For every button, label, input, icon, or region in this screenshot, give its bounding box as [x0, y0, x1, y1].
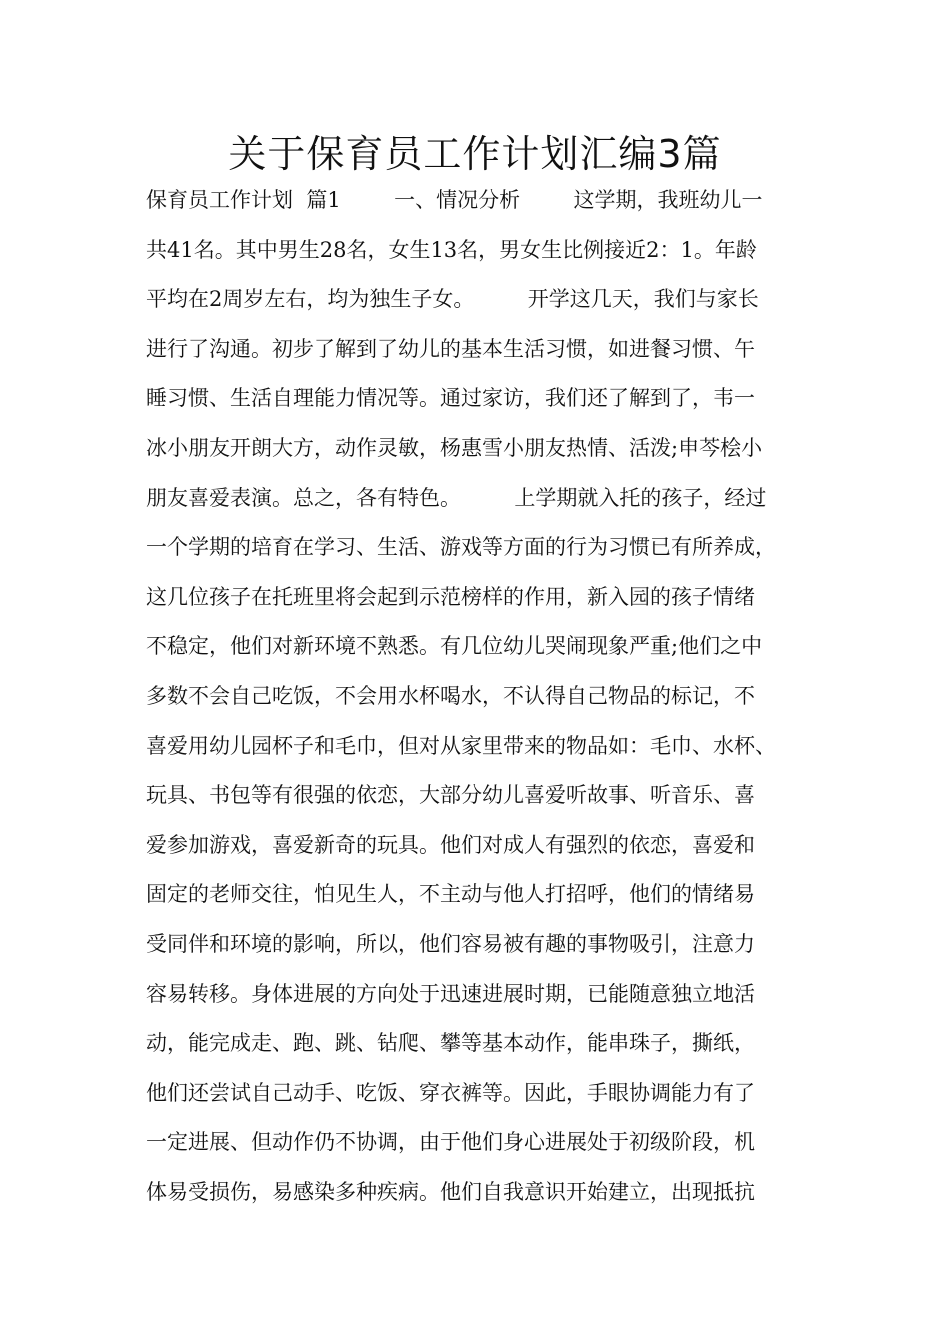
- text-line: 不稳定，他们对新环境不熟悉。有几位幼儿哭闹现象严重;他们之中: [146, 634, 763, 659]
- document-body: [146, 182, 846, 1223]
- text-line: 共41名。其中男生28名，女生13名，男女生比例接近2：1。年龄: [146, 237, 757, 262]
- text-line: 受同伴和环境的影响，所以，他们容易被有趣的事物吸引，注意力: [146, 931, 755, 956]
- text-line: 固定的老师交往，怕见生人，不主动与他人打招呼，他们的情绪易: [146, 882, 755, 907]
- text-line: 睡习惯、生活自理能力情况等。通过家访，我们还了解到了，韦一: [146, 386, 755, 411]
- text-line: 动，能完成走、跑、跳、钻爬、攀等基本动作，能串珠子，撕纸，: [146, 1031, 755, 1056]
- text-line: 冰小朋友开朗大方，动作灵敏，杨惠雪小朋友热情、活泼;申芩桧小: [146, 435, 763, 460]
- text-line: 爱参加游戏，喜爱新奇的玩具。他们对成人有强烈的依恋，喜爱和: [146, 832, 755, 857]
- text-line: 喜爱用幼儿园杯子和毛巾，但对从家里带来的物品如：毛巾、水杯、: [146, 733, 776, 758]
- text-line: 这几位孩子在托班里将会起到示范榜样的作用，新入园的孩子情绪: [146, 584, 755, 609]
- text-line: 容易转移。身体进展的方向处于迅速进展时期，已能随意独立地活: [146, 981, 755, 1006]
- text-line: 进行了沟通。初步了解到了幼儿的基本生活习惯，如进餐习惯、午: [146, 336, 755, 361]
- text-line: 一定进展、但动作仍不协调，由于他们身心进展处于初级阶段，机: [146, 1130, 755, 1155]
- text-line: 玩具、书包等有很强的依恋，大部分幼儿喜爱听故事、听音乐、喜: [146, 783, 755, 808]
- document-title: 关于保育员工作计划汇编3篇: [228, 132, 722, 176]
- text-line: 平均在2周岁左右，均为独生子女。 开学这几天，我们与家长: [146, 287, 759, 312]
- text-line: 多数不会自己吃饭，不会用水杯喝水，不认得自己物品的标记，不: [146, 683, 755, 708]
- text-line: 朋友喜爱表演。总之，各有特色。 上学期就入托的孩子，经过: [146, 485, 767, 510]
- text-line: 一个学期的培育在学习、生活、游戏等方面的行为习惯已有所养成，: [146, 535, 776, 560]
- text-line: 体易受损伤，易感染多种疾病。他们自我意识开始建立，出现抵抗: [146, 1179, 755, 1204]
- text-line: 保育员工作计划 篇1 一、情况分析 这学期，我班幼儿一: [146, 188, 763, 212]
- text-line: 他们还尝试自己动手、吃饭、穿衣裤等。因此，手眼协调能力有了: [146, 1080, 755, 1105]
